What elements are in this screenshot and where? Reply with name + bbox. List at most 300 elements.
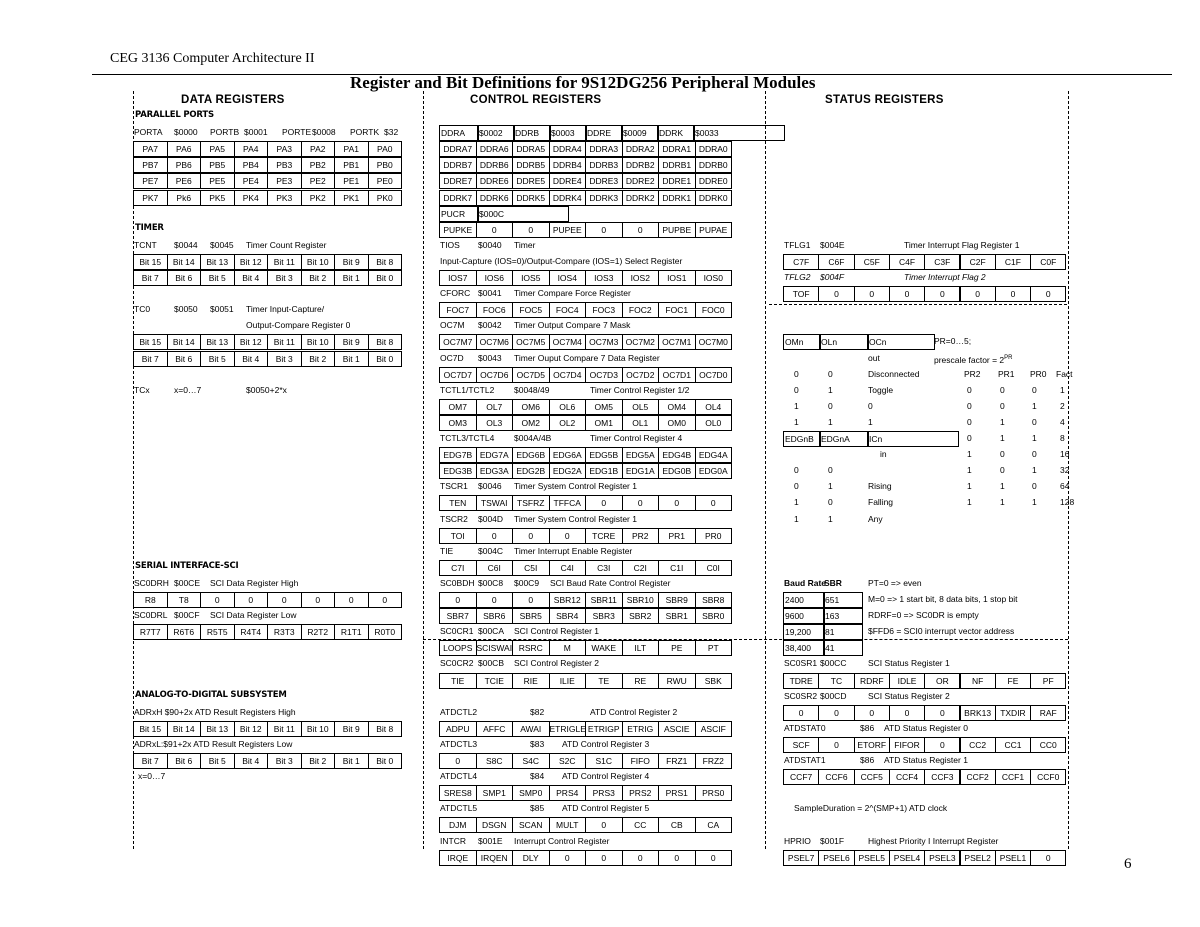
- control-registers-heading: CONTROL REGISTERS: [470, 94, 602, 106]
- intcr-bit: 0: [622, 850, 660, 866]
- sc0bdl-bit: SBR2: [622, 608, 660, 624]
- pr-row: 128: [1060, 497, 1075, 508]
- pucr-bit: 0: [622, 222, 660, 238]
- intcr-label: $001E: [478, 835, 503, 846]
- om-row: 0: [794, 384, 799, 395]
- port-bit: PA1: [334, 141, 369, 157]
- atdctl3-label: $83: [530, 738, 545, 749]
- atdctl4-bit: PRS0: [695, 785, 733, 801]
- oc7d-bit: OC7D5: [512, 367, 550, 383]
- sc0drh-label: SCI Data Register High: [210, 577, 299, 588]
- atdctl5-label: ATD Control Register 5: [562, 803, 650, 814]
- tflg1-bit: C2F: [960, 254, 996, 270]
- atdctl2-bit: ETRIGLE: [549, 721, 587, 737]
- ddr-bit: DDRK1: [658, 190, 696, 206]
- tie-bit: C3I: [585, 560, 623, 576]
- tc0-bit-low: Bit 5: [200, 351, 235, 367]
- oc7d-bit: OC7D6: [476, 367, 514, 383]
- ddr-bit: DDRA0: [695, 141, 733, 157]
- atdctl5-bit: DSGN: [476, 817, 514, 833]
- sc0cr2-label: SCI Control Register 2: [514, 658, 600, 669]
- atdstat0-bit: 0: [924, 737, 960, 753]
- section-sci: SERIAL INTERFACE-SCI: [135, 560, 239, 571]
- ddr-bit: DDRA3: [585, 141, 623, 157]
- ddr-bit: DDRE7: [439, 173, 477, 189]
- adr-bit-high: Bit 11: [267, 721, 302, 737]
- sc0cr1-bit: WAKE: [585, 640, 623, 656]
- tcnt-bit-high: Bit 14: [167, 254, 202, 270]
- tc0-bit-high: Bit 15: [133, 334, 168, 350]
- tscr1-bit: TSWAI: [476, 495, 514, 511]
- baud-row: 2400: [783, 592, 825, 608]
- pr-header: PR2: [964, 368, 981, 379]
- sc0drh-bit: T8: [167, 592, 202, 608]
- ddr-bit: DDRE1: [658, 173, 696, 189]
- ddr-bit: DDRB0: [695, 157, 733, 173]
- port-bit: PK4: [234, 190, 269, 206]
- tcnt-bit-high: Bit 13: [200, 254, 235, 270]
- cforc-bit: FOC5: [512, 302, 550, 318]
- pr-row: 1: [1000, 481, 1005, 492]
- sc0bd-label: SCI Baud Rate Control Register: [550, 577, 671, 588]
- ddr-bit: DDRK6: [476, 190, 514, 206]
- ddr-bit: DDRB4: [549, 157, 587, 173]
- atdctl4-bit: SMP0: [512, 785, 550, 801]
- tcnt-label: Timer Count Register: [246, 239, 327, 250]
- tflg2-bit: 0: [854, 286, 890, 302]
- adr-bit-low: Bit 4: [234, 753, 269, 769]
- om-row: 0: [828, 368, 833, 379]
- edg-row: 1: [828, 513, 833, 524]
- tctl12-label: Timer Control Register 1/2: [590, 384, 690, 395]
- ddr-bit: DDRE4: [549, 173, 587, 189]
- tctl34-bit: EDG0A: [695, 463, 733, 479]
- tcnt-bit-low: Bit 6: [167, 270, 202, 286]
- atdctl2-bit: ASCIE: [658, 721, 696, 737]
- status-registers-heading: STATUS REGISTERS: [825, 94, 944, 106]
- hprio-bit: PSEL6: [818, 850, 854, 866]
- pr-row: 1: [967, 465, 972, 476]
- tctl34-bit: EDG7A: [476, 447, 514, 463]
- edg-row: 1: [794, 497, 799, 508]
- tie-bit: C6I: [476, 560, 514, 576]
- sc0sr2-bit: 0: [924, 705, 960, 721]
- sc0drh-label: $00CE: [174, 577, 200, 588]
- atdctl4-bit: SRES8: [439, 785, 477, 801]
- cforc-label: Timer Compare Force Register: [514, 288, 631, 299]
- prescale-exponent: PR: [1004, 354, 1013, 361]
- atdctl3-bit: FIFO: [622, 753, 660, 769]
- sc0drl-bit: R3T3: [267, 624, 302, 640]
- edg-header: EDGnB: [783, 431, 821, 447]
- om-row: 0: [868, 400, 873, 411]
- port-address: PORTE: [282, 127, 312, 138]
- tflg1-bit: C7F: [783, 254, 819, 270]
- pucr-label: PUCR: [439, 206, 479, 222]
- tflg2-bit: 0: [818, 286, 854, 302]
- oc7d-label: $0043: [478, 352, 502, 363]
- tscr2-bit: PR2: [622, 528, 660, 544]
- sc0sr2-bit: 0: [889, 705, 925, 721]
- column-divider: [423, 91, 424, 849]
- edg-row: Any: [868, 513, 883, 524]
- atdctl5-label: ATDCTL5: [440, 803, 478, 814]
- x-range: x=0…7: [138, 771, 166, 782]
- ddr-bit: DDRK4: [549, 190, 587, 206]
- port-bit: PB3: [267, 157, 302, 173]
- sc0drh-bit: 0: [234, 592, 269, 608]
- sc0drh-bit: 0: [267, 592, 302, 608]
- intcr-bit: IRQEN: [476, 850, 514, 866]
- tcx-label: TCx: [134, 384, 150, 395]
- oc7m-bit: OC7M7: [439, 334, 477, 350]
- oc7d-bit: OC7D0: [695, 367, 733, 383]
- cforc-label: CFORC: [440, 288, 471, 299]
- pr-row: 1: [1032, 433, 1037, 443]
- tcx-label: $0050+2*x: [246, 384, 287, 395]
- page-number: 6: [1124, 856, 1132, 872]
- sc0bdh-bit: 0: [512, 592, 550, 608]
- atdctl5-bit: CC: [622, 817, 660, 833]
- tcnt-bit-high: Bit 11: [267, 254, 302, 270]
- pr-row: 0: [1032, 481, 1037, 492]
- port-bit: PB5: [200, 157, 235, 173]
- tctl12-bit: OL5: [622, 399, 660, 415]
- tflg1-label: Timer Interrupt Flag Register 1: [904, 239, 1020, 250]
- pr-row: 1: [1000, 497, 1005, 508]
- atdstat1-label: ATDSTAT1: [784, 755, 826, 765]
- tc0-bit-low: Bit 0: [368, 351, 403, 367]
- sc0sr2-label: $00CD: [820, 690, 847, 701]
- tctl34-label: Timer Control Register 4: [590, 433, 683, 443]
- tctl12-bit: OM0: [658, 415, 696, 431]
- ddr-bit: DDRE5: [512, 173, 550, 189]
- ddr-bit: DDRB5: [512, 157, 550, 173]
- om-row: 1: [828, 416, 833, 427]
- tflg2-bit: 0: [924, 286, 960, 302]
- tie-bit: C5I: [512, 560, 550, 576]
- edg-row: [867, 463, 957, 477]
- tie-bit: C0I: [695, 560, 733, 576]
- tctl34-bit: EDG5A: [622, 447, 660, 463]
- tcnt-bit-low: Bit 3: [267, 270, 302, 286]
- pucr-bit: 0: [476, 222, 514, 238]
- sc0sr2-bit: 0: [818, 705, 854, 721]
- oc7m-bit: OC7M4: [549, 334, 587, 350]
- tctl34-bit: EDG6B: [512, 447, 550, 463]
- adrxh-label: ADRxH $90+2x ATD Result Registers High: [134, 706, 296, 717]
- tflg2-label: $004F: [820, 272, 845, 282]
- baud-row: 41: [823, 640, 863, 656]
- tscr2-label: TSCR2: [440, 513, 468, 524]
- sc0cr1-bit: PT: [695, 640, 733, 656]
- tscr1-bit: 0: [695, 495, 733, 511]
- atdctl3-bit: S8C: [476, 753, 514, 769]
- sc0bdh-bit: 0: [439, 592, 477, 608]
- atdstat1-bit: CCF4: [889, 769, 925, 785]
- atdctl5-label: $85: [530, 803, 545, 814]
- atdstat0-bit: CC2: [960, 737, 996, 753]
- port-bit: PE6: [167, 173, 202, 189]
- atdctl2-bit: ETRIGP: [585, 721, 623, 737]
- pr-row: 0: [1032, 449, 1037, 460]
- pr-row: 0: [1000, 384, 1005, 395]
- atdstat1-label: ATD Status Register 1: [884, 755, 968, 765]
- tc0-label: TC0: [134, 304, 151, 315]
- cforc-bit: FOC3: [585, 302, 623, 318]
- section-divider: [769, 304, 1067, 305]
- atdstat1-bit: CCF7: [783, 769, 819, 785]
- column-divider: [765, 91, 766, 849]
- adr-bit-high: Bit 10: [301, 721, 336, 737]
- om-row: 1: [794, 400, 799, 411]
- tflg1-bit: C6F: [818, 254, 854, 270]
- sc0sr1-bit: FE: [995, 673, 1031, 689]
- pr-row: 0: [1000, 449, 1005, 460]
- sc0cr1-bit: PE: [658, 640, 696, 656]
- tscr2-bit: TOI: [439, 528, 477, 544]
- sc0sr2-label: SCI Status Register 2: [868, 690, 950, 701]
- hprio-bit: 0: [1030, 850, 1066, 866]
- sc0drl-label: SC0DRL: [134, 610, 168, 621]
- oc7d-bit: OC7D2: [622, 367, 660, 383]
- pr-row: 1: [1000, 416, 1005, 427]
- baud-note: PT=0 => even: [868, 577, 922, 588]
- sc0sr2-bit: TXDIR: [995, 705, 1031, 721]
- adr-bit-low: Bit 6: [167, 753, 202, 769]
- tctl34-bit: EDG2B: [512, 463, 550, 479]
- ddr-address: $0009: [621, 125, 659, 141]
- atdctl3-bit: S1C: [585, 753, 623, 769]
- ddr-bit: DDRB6: [476, 157, 514, 173]
- section-atd: ANALOG-TO-DIGITAL SUBSYSTEM: [135, 689, 287, 700]
- cforc-bit: FOC4: [549, 302, 587, 318]
- cforc-bit: FOC2: [622, 302, 660, 318]
- oc7d-bit: OC7D1: [658, 367, 696, 383]
- oc7m-label: OC7M: [440, 320, 465, 331]
- tflg2-bit: 0: [960, 286, 996, 302]
- sc0drh-bit: 0: [368, 592, 403, 608]
- sc0cr2-bit: TCIE: [476, 673, 514, 689]
- sc0cr2-bit: RWU: [658, 673, 696, 689]
- adr-bit-low: Bit 2: [301, 753, 336, 769]
- tie-bit: C2I: [622, 560, 660, 576]
- tscr2-bit: 0: [512, 528, 550, 544]
- pr-row: 2: [1060, 400, 1065, 411]
- tctl34-bit: EDG0B: [658, 463, 696, 479]
- oc7d-bit: OC7D3: [585, 367, 623, 383]
- pucr-bit: PUPAE: [695, 222, 733, 238]
- tctl34-bit: EDG1B: [585, 463, 623, 479]
- atdctl2-bit: ETRIG: [622, 721, 660, 737]
- tflg2-bit: 0: [1030, 286, 1066, 302]
- tflg1-bit: C3F: [924, 254, 960, 270]
- tcnt-bit-high: Bit 12: [234, 254, 269, 270]
- tc0-bit-high: Bit 14: [167, 334, 202, 350]
- tctl34-bit: EDG7B: [439, 447, 477, 463]
- tctl34-bit: EDG4B: [658, 447, 696, 463]
- ddr-bit: DDRE2: [622, 173, 660, 189]
- tios-bit: IOS4: [549, 270, 587, 286]
- cforc-label: $0041: [478, 288, 502, 299]
- intcr-bit: 0: [658, 850, 696, 866]
- sc0bdl-bit: SBR4: [549, 608, 587, 624]
- atdstat1-bit: CCF2: [960, 769, 996, 785]
- adr-bit-high: Bit 14: [167, 721, 202, 737]
- ddr-address: DDRA: [439, 125, 479, 141]
- port-bit: PK1: [334, 190, 369, 206]
- tflg2-bit: TOF: [783, 286, 819, 302]
- pr-row: 1: [1000, 433, 1005, 443]
- pr-row: 0: [1000, 465, 1005, 476]
- port-address: $0001: [244, 127, 268, 138]
- edg-row: 0: [794, 481, 799, 492]
- om-row: Disconnected: [868, 368, 920, 379]
- atdctl4-label: ATDCTL4: [440, 771, 478, 782]
- atdstat0-bit: 0: [818, 737, 854, 753]
- adr-bit-low: Bit 7: [133, 753, 168, 769]
- tc0-label: Timer Input-Capture/: [246, 304, 325, 315]
- atdstat0-label: $86: [860, 722, 875, 733]
- sc0cr1-label: SC0CR1: [440, 626, 474, 637]
- hprio-bit: PSEL5: [854, 850, 890, 866]
- tios-bit: IOS2: [622, 270, 660, 286]
- pr-row: 1: [1032, 497, 1037, 508]
- tscr2-bit: 0: [476, 528, 514, 544]
- pr-row: 0: [1000, 400, 1005, 411]
- pucr-bit: PUPBE: [658, 222, 696, 238]
- sc0drl-bit: R7T7: [133, 624, 168, 640]
- sc0sr2-bit: 0: [854, 705, 890, 721]
- hprio-label: HPRIO: [784, 835, 811, 846]
- port-bit: PA5: [200, 141, 235, 157]
- pr-row: 1: [1060, 384, 1065, 395]
- tios-bit: IOS6: [476, 270, 514, 286]
- sc0sr1-bit: TDRE: [783, 673, 819, 689]
- edg-row: 0: [794, 465, 799, 476]
- tctl12-label: $0048/49: [514, 384, 550, 395]
- sc0sr2-bit: 0: [783, 705, 819, 721]
- ddr-bit: DDRA5: [512, 141, 550, 157]
- tcnt-bit-low: Bit 7: [133, 270, 168, 286]
- sc0sr2-label: SC0SR2: [784, 690, 818, 701]
- port-bit: PB6: [167, 157, 202, 173]
- edg-row: 1: [794, 513, 799, 524]
- tc0-bit-low: Bit 6: [167, 351, 202, 367]
- sc0bd-label: $00C9: [514, 577, 540, 588]
- atdctl4-bit: PRS1: [658, 785, 696, 801]
- atdstat0-bit: SCF: [783, 737, 819, 753]
- sc0bdl-bit: SBR1: [658, 608, 696, 624]
- om-header: OLn: [819, 334, 869, 350]
- ddr-address: $0033: [693, 125, 785, 141]
- port-bit: Pk6: [167, 190, 202, 206]
- atdctl5-bit: MULT: [549, 817, 587, 833]
- om-row: 1: [868, 416, 873, 427]
- ddr-bit: DDRE6: [476, 173, 514, 189]
- intcr-bit: 0: [585, 850, 623, 866]
- baud-header: SBR: [824, 577, 842, 588]
- tcnt-bit-low: Bit 4: [234, 270, 269, 286]
- sc0sr1-bit: PF: [1030, 673, 1066, 689]
- atdctl3-label: ATDCTL3: [440, 738, 478, 749]
- sc0cr1-bit: ILT: [622, 640, 660, 656]
- oc7m-bit: OC7M0: [695, 334, 733, 350]
- sc0bdl-bit: SBR5: [512, 608, 550, 624]
- tctl12-bit: OL0: [695, 415, 733, 431]
- tios-desc: Input-Capture (IOS=0)/Output-Compare (IOS=1) Select Register: [440, 255, 683, 266]
- atdctl3-bit: S2C: [549, 753, 587, 769]
- pr-row: 1: [967, 481, 972, 492]
- tios-bit: IOS7: [439, 270, 477, 286]
- port-bit: PB1: [334, 157, 369, 173]
- tie-bit: C7I: [439, 560, 477, 576]
- tcnt-bit-low: Bit 5: [200, 270, 235, 286]
- cforc-bit: FOC0: [695, 302, 733, 318]
- atdstat1-bit: CCF3: [924, 769, 960, 785]
- oc7d-bit: OC7D7: [439, 367, 477, 383]
- atdctl2-label: $82: [530, 706, 545, 717]
- tscr2-bit: TCRE: [585, 528, 623, 544]
- atdctl4-label: ATD Control Register 4: [562, 771, 650, 782]
- sample-duration: SampleDuration = 2^(SMP+1) ATD clock: [794, 803, 948, 814]
- pr-row: 0: [967, 416, 972, 427]
- atdctl2-bit: AWAI: [512, 721, 550, 737]
- tcnt-bit-high: Bit 10: [301, 254, 336, 270]
- port-address: $0008: [312, 127, 336, 138]
- port-bit: PE2: [301, 173, 336, 189]
- ddr-address: DDRK: [657, 125, 695, 141]
- port-bit: PA2: [301, 141, 336, 157]
- tie-bit: C4I: [549, 560, 587, 576]
- port-bit: PK3: [267, 190, 302, 206]
- sc0drh-bit: 0: [200, 592, 235, 608]
- atdctl4-bit: SMP1: [476, 785, 514, 801]
- sc0bdl-bit: SBR7: [439, 608, 477, 624]
- pr-row: 1: [1032, 465, 1037, 476]
- tie-label: Timer Interrupt Enable Register: [514, 545, 633, 556]
- pr-row: 16: [1060, 449, 1070, 460]
- sc0drl-bit: R1T1: [334, 624, 369, 640]
- tctl12-bit: OM3: [439, 415, 477, 431]
- tscr1-label: Timer System Control Register 1: [514, 481, 637, 492]
- tflg1-bit: C4F: [889, 254, 925, 270]
- atdctl2-bit: ADPU: [439, 721, 477, 737]
- tc0-bit-low: Bit 7: [133, 351, 168, 367]
- tctl12-bit: OM1: [585, 415, 623, 431]
- adr-bit-high: Bit 15: [133, 721, 168, 737]
- oc7m-bit: OC7M1: [658, 334, 696, 350]
- atdctl5-bit: 0: [585, 817, 623, 833]
- hprio-bit: PSEL2: [960, 850, 996, 866]
- tios-bit: IOS1: [658, 270, 696, 286]
- intcr-bit: 0: [695, 850, 733, 866]
- ddr-bit: DDRE3: [585, 173, 623, 189]
- port-bit: PB0: [368, 157, 403, 173]
- tctl12-bit: OL7: [476, 399, 514, 415]
- oc7m-bit: OC7M6: [476, 334, 514, 350]
- tc0-bit-low: Bit 2: [301, 351, 336, 367]
- oc7m-bit: OC7M3: [585, 334, 623, 350]
- tctl34-label: $004A/4B: [514, 433, 552, 443]
- sc0cr1-bit: LOOPS: [439, 640, 477, 656]
- tflg1-label: $004E: [820, 239, 845, 250]
- atdstat1-label: $86: [860, 755, 875, 765]
- port-address: $32: [384, 127, 399, 138]
- sc0sr1-label: SC0SR1: [784, 658, 818, 669]
- port-bit: PA3: [267, 141, 302, 157]
- pr-row: 8: [1060, 433, 1065, 443]
